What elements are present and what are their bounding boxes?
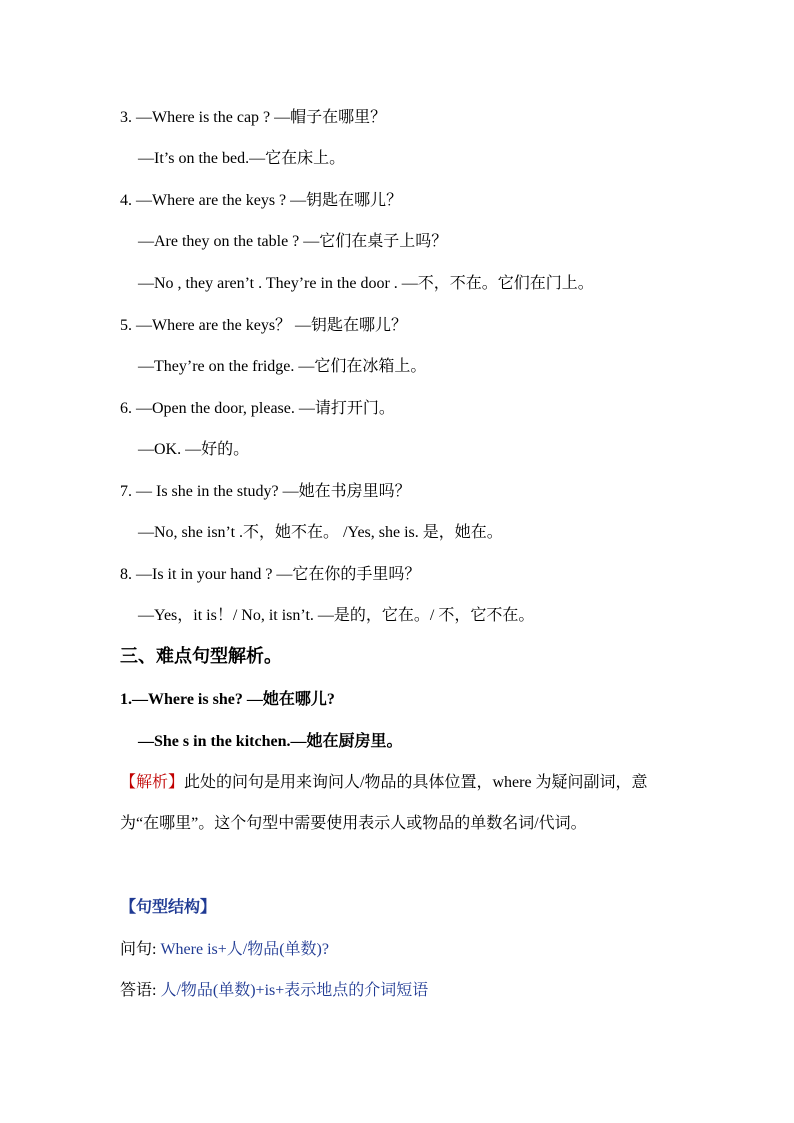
dialogue-line: —No, she isn’t .不，她不在。 /Yes, she is. 是，她在。	[138, 524, 503, 541]
key-sentence-answer: —She s in the kitchen.—她在厨房里。	[138, 733, 403, 750]
dialogue-line: 3. —Where is the cap ? —帽子在哪里？	[120, 109, 387, 126]
key-sentence-question: 1.—Where is she? —她在哪儿?	[120, 691, 335, 708]
analysis-paragraph	[120, 762, 680, 844]
dialogue-line: —Are they on the table ? —它们在桌子上吗？	[138, 233, 448, 250]
analysis-text: 此处的问句是用来询问人/物品的具体位置，where 为疑问副词，意为“在哪里”。这个句型中需要使用表示人或物品的单数名词/代词。	[120, 774, 648, 832]
structure-question	[120, 939, 329, 961]
dialogue-line: 5. —Where are the keys？ —钥匙在哪儿？	[120, 317, 408, 334]
dialogue-line: 8. —Is it in your hand ? —它在你的手里吗？	[120, 566, 421, 583]
dialogue-line: —OK. —好的。	[138, 441, 250, 458]
dialogue-line: 7. — Is she in the study? —她在书房里吗？	[120, 483, 411, 500]
structure-answer	[120, 980, 428, 1002]
structure-label: 【句型结构】	[120, 899, 217, 916]
question-prefix: 问句:	[120, 941, 161, 958]
question-pattern: Where is+人/物品(单数)?	[160, 941, 329, 958]
dialogue-line: —They’re on the fridge. —它们在冰箱上。	[138, 358, 427, 375]
dialogue-line: —Yes，it is！/ No, it isn’t. —是的，它在。/ 不，它不在。	[138, 607, 535, 624]
dialogue-line: 4. —Where are the keys ? —钥匙在哪儿？	[120, 192, 403, 209]
dialogue-line: —It’s on the bed.—它在床上。	[138, 150, 346, 167]
section-heading: 三、难点句型解析。	[120, 646, 282, 667]
dialogue-line: 6. —Open the door, please. —请打开门。	[120, 400, 395, 417]
answer-pattern: 人/物品(单数)+is+表示地点的介词短语	[160, 982, 429, 999]
analysis-label: 【解析】	[120, 774, 185, 791]
dialogue-line: —No , they aren’t . They’re in the door . —不，不在。它们在门上。	[138, 275, 594, 292]
answer-prefix: 答语:	[120, 982, 161, 999]
